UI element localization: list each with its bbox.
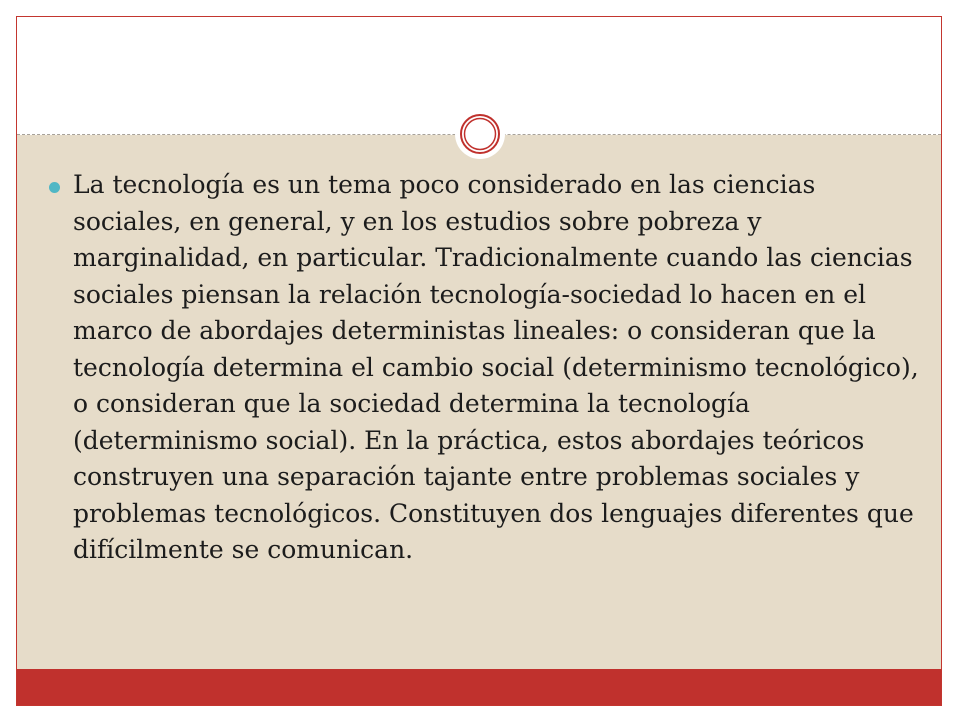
list-item — [49, 167, 929, 569]
ring-circle-icon — [454, 108, 506, 160]
bullet-list — [49, 167, 929, 569]
footer-bar — [17, 669, 941, 705]
slide — [16, 16, 942, 706]
body-paragraph: La tecnología es un tema poco considerado en las ciencias sociales, en general, y en los estudios sobre pobreza y marginalidad, en particular. Tradicionalmente cuando las ciencias sociales piensan la relación tecnología-sociedad lo hacen en el marco de abordajes deterministas lineales: o consideran que la tecnología determina el cambio social (determinismo tecnológico), o consideran que la sociedad determina la tecnología (determinismo social). En la práctica, estos abordajes teóricos construyen una separación tajante entre problemas sociales y problemas tecnológicos. Constituyen dos lenguajes diferentes que difícilmente se comunican. — [73, 170, 919, 564]
bullet-dot-icon — [49, 182, 60, 193]
